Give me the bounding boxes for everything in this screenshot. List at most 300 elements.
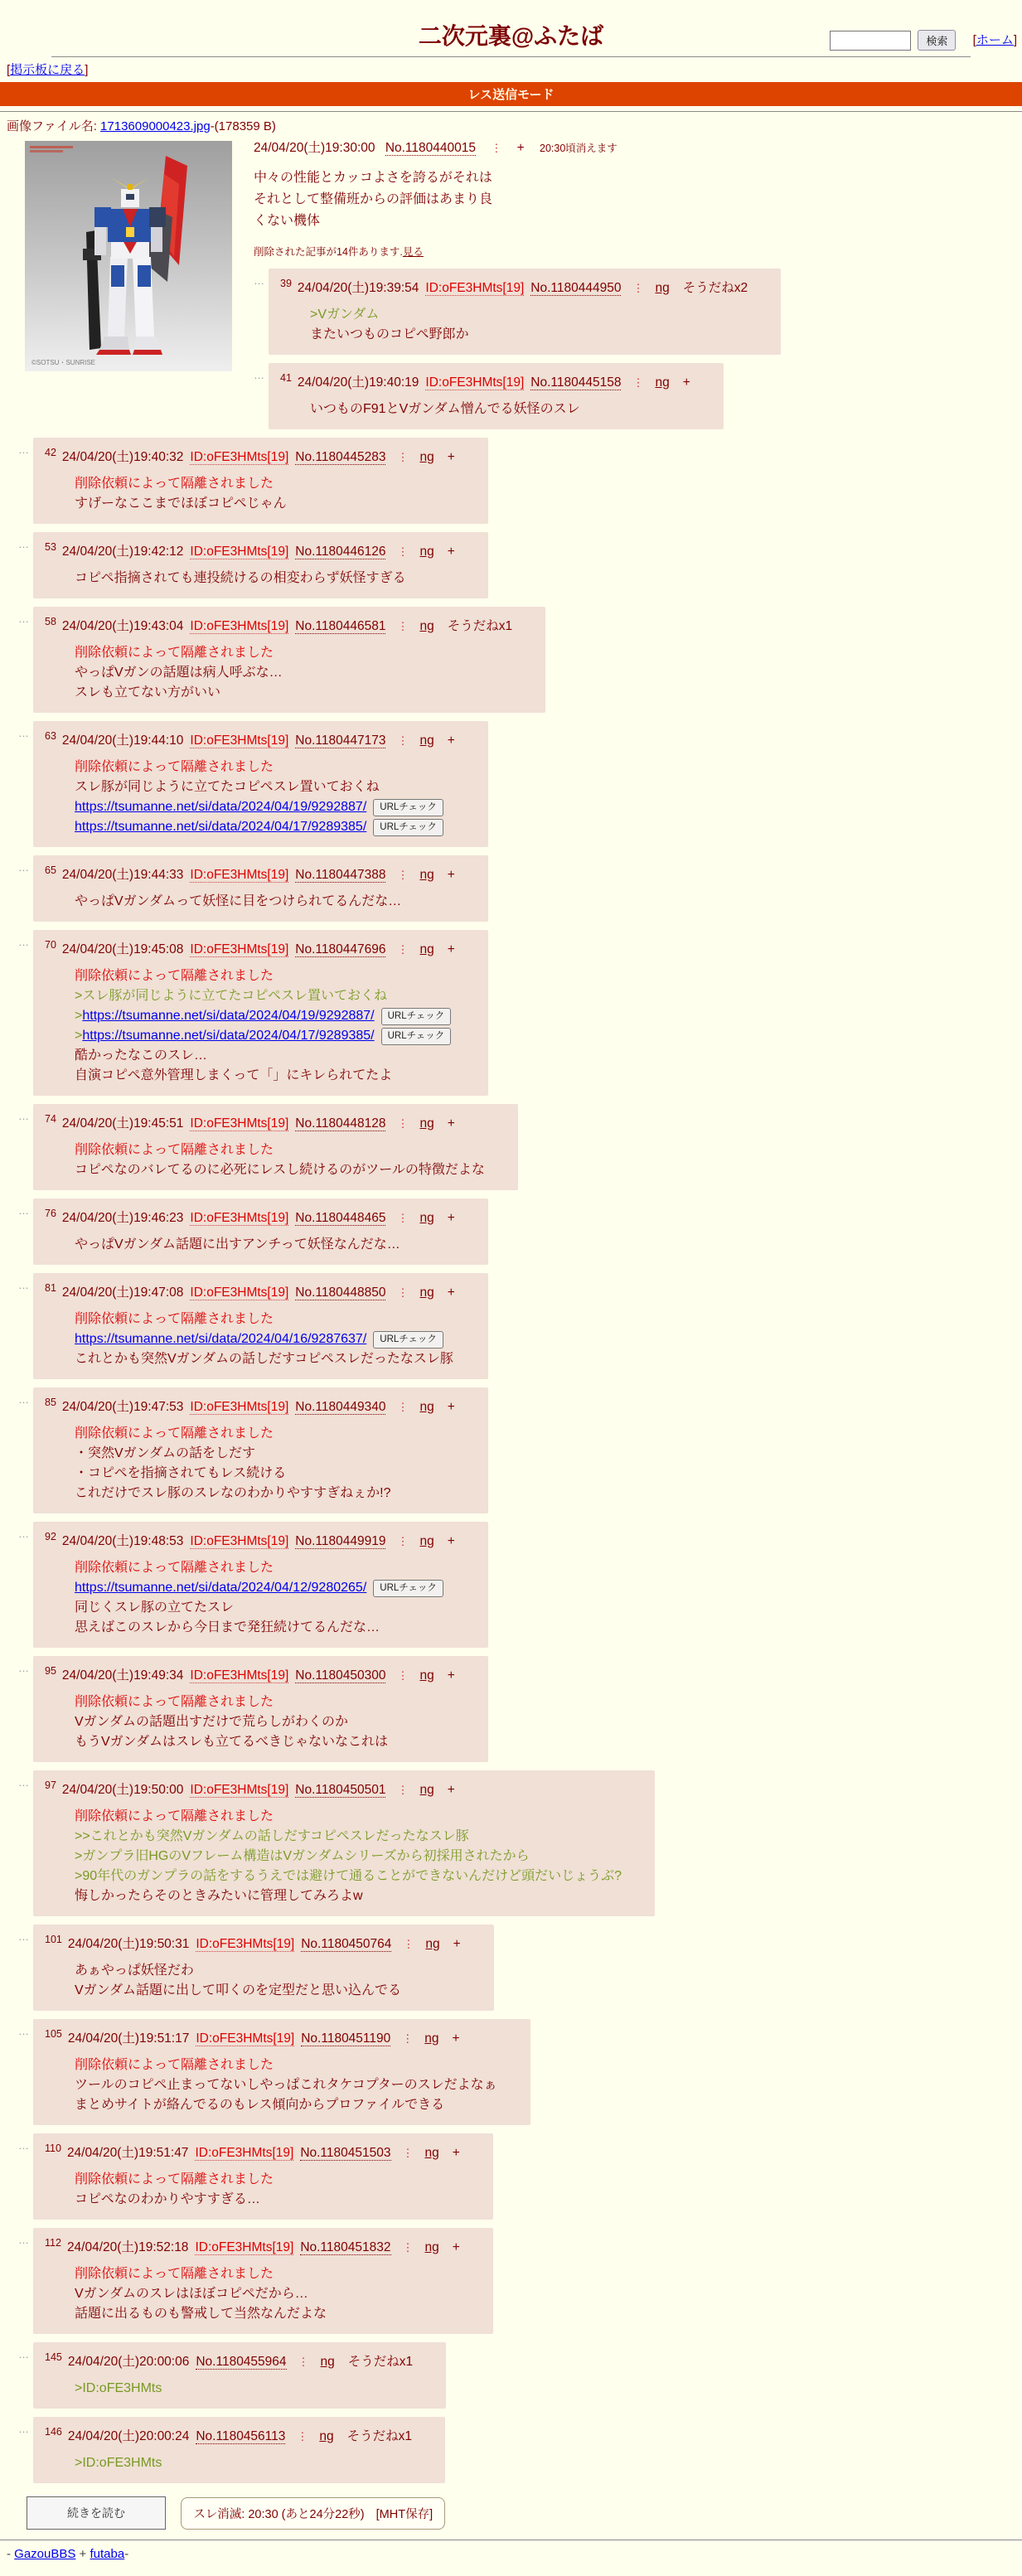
- kebab-menu-icon[interactable]: ⋮: [397, 451, 409, 463]
- reply-number: 74: [45, 1113, 56, 1125]
- reply-post: [33, 2417, 445, 2483]
- reply-number: 63: [45, 730, 56, 742]
- kebab-menu-icon[interactable]: ⋮: [632, 282, 644, 294]
- kebab-menu-icon[interactable]: ⋮: [397, 943, 409, 956]
- reply-menu-ellipsis[interactable]: …: [18, 1110, 29, 1122]
- reply-line: ツールのコピペ止まってないしやっぱこれタケコプターのスレだよなぁ: [75, 2078, 497, 2092]
- bracket: [: [7, 63, 11, 77]
- kebab-menu-icon[interactable]: ⋮: [632, 376, 644, 389]
- reply-line: Vガンダム話題に出して叩くのを定型だと思い込んでる: [75, 1983, 402, 1997]
- ng-link[interactable]: ng: [419, 450, 434, 464]
- reply-no-link[interactable]: No.1180446581: [295, 619, 386, 633]
- reply-line: 削除依頼によって隔離されました: [75, 969, 274, 983]
- reply-line: [75, 1578, 455, 1598]
- reply-date: 24/04/20(土)19:43:04: [61, 619, 184, 633]
- reply-line: Vガンダムの話題出すだけで荒らしがわくのか: [75, 1715, 349, 1729]
- reply-date: 24/04/20(土)19:42:12: [61, 545, 184, 559]
- ng-link[interactable]: ng: [424, 2031, 439, 2046]
- sodane-button[interactable]: +: [447, 1400, 455, 1414]
- reply-body: [75, 2379, 413, 2399]
- sodane-button[interactable]: そうだねx1: [347, 2355, 414, 2369]
- reply-menu-ellipsis[interactable]: …: [18, 443, 29, 456]
- reply-id[interactable]: ID:oFE3HMts[19]: [190, 1211, 289, 1225]
- reply-id[interactable]: ID:oFE3HMts[19]: [190, 545, 289, 559]
- reply-no-link[interactable]: No.1180450764: [301, 1937, 392, 1951]
- sodane-button[interactable]: そうだねx2: [682, 281, 748, 295]
- reply-number: 41: [280, 372, 292, 384]
- reply-id[interactable]: ID:oFE3HMts[19]: [190, 734, 289, 748]
- external-link[interactable]: https://tsumanne.net/si/data/2024/04/17/9289385/: [82, 1029, 375, 1043]
- ng-link[interactable]: ng: [425, 1937, 440, 1951]
- reply-line: 削除依頼によって隔離されました: [75, 2172, 274, 2186]
- reply-menu-ellipsis[interactable]: …: [18, 1776, 29, 1789]
- ng-link[interactable]: ng: [419, 1783, 434, 1797]
- sodane-button[interactable]: +: [452, 2031, 460, 2046]
- kebab-menu-icon[interactable]: ⋮: [491, 142, 502, 154]
- ng-link[interactable]: ng: [419, 619, 434, 633]
- sodane-button[interactable]: +: [447, 1668, 455, 1683]
- reply-no-link[interactable]: No.1180456113: [196, 2429, 286, 2443]
- file-info: [7, 117, 1022, 134]
- reply-header: [45, 1930, 461, 1954]
- reply-row: [18, 1198, 1022, 1265]
- reply-post: [33, 607, 545, 713]
- futaba-link[interactable]: futaba: [90, 2547, 125, 2561]
- ng-link[interactable]: ng: [419, 1116, 434, 1131]
- reply-body: [75, 1961, 461, 2001]
- reply-post: [33, 930, 488, 1096]
- reply-line: やっぱVガンダム話題に出すアンチって妖怪なんだな…: [75, 1237, 400, 1252]
- reply-id[interactable]: ID:oFE3HMts[19]: [190, 1286, 289, 1300]
- reply-row: [18, 438, 1022, 524]
- external-link[interactable]: https://tsumanne.net/si/data/2024/04/16/9287637/: [75, 1332, 367, 1346]
- reply-row: [18, 1770, 1022, 1916]
- kebab-menu-icon[interactable]: ⋮: [402, 2032, 414, 2045]
- sodane-button[interactable]: そうだねx1: [346, 2429, 413, 2443]
- ng-link[interactable]: ng: [419, 1286, 434, 1300]
- page-title: 二次元裏@ふたば: [418, 23, 604, 49]
- reply-no-link[interactable]: No.1180448128: [295, 1116, 386, 1131]
- reply-menu-ellipsis[interactable]: …: [18, 2025, 29, 2037]
- reply-id[interactable]: ID:oFE3HMts[19]: [196, 1937, 295, 1951]
- reply-no-link[interactable]: No.1180451832: [300, 2240, 391, 2254]
- op-text: 中々の性能とカッコよさを誇るがそれはそれとして整備班からの評価はあまり良くない機体: [254, 171, 493, 228]
- reply-header: [45, 2347, 413, 2372]
- mht-save-link[interactable]: [MHT保存]: [375, 2507, 434, 2521]
- reply-menu-ellipsis[interactable]: …: [18, 727, 29, 739]
- kebab-menu-icon[interactable]: ⋮: [397, 734, 409, 747]
- reply-line: 話題に出るものも警戒して当然なんだよな: [75, 2307, 327, 2321]
- reply-date: 24/04/20(土)19:40:32: [61, 450, 184, 464]
- sodane-button[interactable]: +: [447, 1116, 455, 1131]
- sodane-button[interactable]: +: [452, 2146, 460, 2160]
- reply-number: 95: [45, 1665, 56, 1677]
- reply-line: これとかも突然Vガンダムの話しだすコピペスレだったなスレ豚: [75, 1352, 453, 1366]
- reply-line: 思えばこのスレから今日まで発狂続けてるんだな…: [75, 1620, 380, 1634]
- reply-menu-ellipsis[interactable]: …: [18, 1528, 29, 1540]
- sodane-button[interactable]: +: [452, 2240, 460, 2254]
- op-no-link[interactable]: No.1180440015: [385, 141, 476, 155]
- reply-line: [75, 817, 455, 837]
- reply-body: [310, 399, 690, 419]
- reply-row: [18, 1387, 1022, 1513]
- kebab-menu-icon[interactable]: ⋮: [397, 1117, 409, 1130]
- reply-id[interactable]: ID:oFE3HMts[19]: [195, 2146, 294, 2160]
- reply-number: 105: [45, 2028, 62, 2040]
- reply-number: 145: [45, 2351, 62, 2363]
- reply-date: 24/04/20(土)19:52:18: [66, 2240, 189, 2254]
- reply-id[interactable]: ID:oFE3HMts[19]: [190, 868, 289, 882]
- reply-row: [18, 2228, 1022, 2334]
- ng-link[interactable]: ng: [419, 545, 434, 559]
- reply-id[interactable]: ID:oFE3HMts[19]: [190, 1783, 289, 1797]
- thread-expire-note: 20:30頃消えます: [540, 143, 618, 154]
- reply-no-link[interactable]: No.1180445283: [295, 450, 386, 464]
- reply-id[interactable]: ID:oFE3HMts[19]: [195, 2240, 294, 2254]
- reply-row: [18, 855, 1022, 922]
- sodane-button[interactable]: +: [447, 545, 455, 559]
- reply-header: [45, 443, 455, 467]
- reply-number: 42: [45, 447, 56, 458]
- thread-expire-box: [181, 2497, 445, 2530]
- reply-no-link[interactable]: No.1180447388: [295, 868, 386, 882]
- reply-row: [18, 607, 1022, 713]
- reply-menu-ellipsis[interactable]: …: [18, 936, 29, 948]
- kebab-menu-icon[interactable]: ⋮: [403, 1938, 414, 1950]
- reply-header: [45, 1661, 455, 1686]
- kebab-menu-icon[interactable]: ⋮: [397, 1535, 409, 1547]
- reply-line: >ID:oFE3HMts: [75, 2381, 162, 2395]
- reply-no-link[interactable]: No.1180445158: [530, 375, 622, 390]
- reply-line: 削除依頼によって隔離されました: [75, 1143, 274, 1157]
- kebab-menu-icon[interactable]: ⋮: [397, 620, 409, 632]
- reply-menu-ellipsis[interactable]: …: [254, 369, 264, 381]
- reply-header: [45, 1203, 455, 1228]
- thread-image-thumbnail[interactable]: [25, 141, 232, 371]
- reply-post: [33, 2342, 446, 2409]
- url-check-button[interactable]: URLチェック: [373, 1580, 443, 1597]
- reply-no-link[interactable]: No.1180455964: [196, 2355, 287, 2369]
- kebab-menu-icon[interactable]: ⋮: [402, 2241, 414, 2254]
- reply-body: [75, 2170, 460, 2210]
- reply-no-link[interactable]: No.1180450300: [295, 1668, 386, 1683]
- home-link[interactable]: ホーム: [976, 32, 1014, 47]
- reply-no-link[interactable]: No.1180448850: [295, 1286, 386, 1300]
- external-link[interactable]: https://tsumanne.net/si/data/2024/04/17/9289385/: [75, 820, 367, 834]
- credits-text: -: [7, 2547, 15, 2561]
- reply-date: 24/04/20(土)19:50:00: [61, 1783, 184, 1797]
- reply-id[interactable]: ID:oFE3HMts[19]: [190, 619, 289, 633]
- ng-link[interactable]: ng: [419, 1534, 434, 1548]
- kebab-menu-icon[interactable]: ⋮: [402, 2147, 414, 2159]
- reply-line: >90年代のガンプラの話をするうえでは避けて通ることができないんだけど頭だいじょうぶ?: [75, 1869, 622, 1883]
- reply-line: コピペなのバレてるのに必死にレスし続けるのがツールの特徴だよな: [75, 1163, 485, 1177]
- reply-line: 削除依頼によって隔離されました: [75, 1809, 274, 1823]
- url-check-button[interactable]: URLチェック: [373, 799, 443, 816]
- search-area: [830, 30, 1017, 51]
- thread-footer: [7, 2491, 1022, 2530]
- reply-id[interactable]: ID:oFE3HMts[19]: [190, 1534, 289, 1548]
- reply-post: [33, 721, 488, 847]
- reply-post: [33, 855, 488, 922]
- reply-post: [33, 1387, 488, 1513]
- reply-post: [33, 1104, 518, 1190]
- reply-mode-banner: レス送信モード: [0, 82, 1022, 106]
- reply-post: [33, 532, 488, 598]
- ng-link[interactable]: ng: [424, 2146, 439, 2160]
- header-divider: [51, 56, 971, 57]
- reply-line: まとめサイトが絡んでるのもレス傾向からプロファイルできる: [75, 2098, 445, 2112]
- reply-line: 削除依頼によって隔離されました: [75, 646, 274, 660]
- reply-no-link[interactable]: No.1180447696: [295, 942, 386, 956]
- reply-body: [75, 1558, 455, 1638]
- reply-header: [45, 537, 455, 562]
- reply-no-link[interactable]: No.1180447173: [295, 734, 386, 748]
- reply-line: またいつものコピペ野郎か: [310, 327, 469, 341]
- ng-link[interactable]: ng: [419, 1211, 434, 1225]
- reply-menu-ellipsis[interactable]: …: [18, 1204, 29, 1217]
- deleted-posts-count: 削除された記事が14件あります.: [254, 246, 403, 258]
- file-name-link[interactable]: 1713609000423.jpg: [100, 119, 211, 133]
- reply-post: [269, 363, 724, 429]
- reply-line: 自演コピペ意外管理しまくって「」にキレられてたよ: [75, 1068, 393, 1082]
- reply-row: [18, 2133, 1022, 2220]
- reply-menu-ellipsis[interactable]: …: [18, 1279, 29, 1291]
- reply-header: [45, 1278, 455, 1303]
- reply-header: [280, 368, 690, 393]
- reply-menu-ellipsis[interactable]: …: [18, 861, 29, 874]
- bracket: ]: [85, 63, 89, 77]
- ng-link[interactable]: ng: [419, 734, 434, 748]
- sodane-button[interactable]: +: [447, 734, 455, 748]
- reply-id[interactable]: ID:oFE3HMts[19]: [425, 375, 525, 390]
- reply-row: [18, 2417, 1022, 2483]
- reply-id[interactable]: ID:oFE3HMts[19]: [190, 1668, 289, 1683]
- reply-number: 81: [45, 1282, 56, 1294]
- reply-date: 24/04/20(土)19:48:53: [61, 1534, 184, 1548]
- reply-header: [280, 274, 748, 298]
- reply-row: [18, 1656, 1022, 1762]
- reply-body: [75, 1310, 455, 1369]
- external-link[interactable]: https://tsumanne.net/si/data/2024/04/19/9292887/: [75, 800, 367, 814]
- search-input[interactable]: [830, 31, 911, 51]
- reply-date: 24/04/20(土)19:39:54: [297, 281, 419, 295]
- back-to-board: [7, 61, 1022, 78]
- reply-row: [18, 1925, 1022, 2011]
- reply-menu-ellipsis[interactable]: …: [18, 1930, 29, 1943]
- reply-id[interactable]: ID:oFE3HMts[19]: [190, 450, 289, 464]
- reply-list: [7, 269, 1022, 2483]
- reply-header: [45, 1392, 455, 1417]
- ng-link[interactable]: ng: [424, 2240, 439, 2254]
- reply-post: [33, 1656, 488, 1762]
- external-link[interactable]: https://tsumanne.net/si/data/2024/04/19/9292887/: [82, 1009, 375, 1023]
- search-button[interactable]: 検索: [918, 30, 956, 51]
- reply-menu-ellipsis[interactable]: …: [18, 1662, 29, 1674]
- expire-countdown: スレ消滅: 20:30 (あと24分22秒): [193, 2507, 365, 2521]
- reply-line: やっぱVガンの話題は病人呼ぶな…: [75, 666, 283, 680]
- kebab-menu-icon[interactable]: ⋮: [298, 2356, 309, 2368]
- reply-line: いつものF91とVガンダム憎んでる妖怪のスレ: [310, 402, 580, 416]
- reply-line: コピペなのわかりやすすぎる…: [75, 2192, 260, 2206]
- reply-no-link[interactable]: No.1180449919: [295, 1534, 386, 1548]
- reply-no-link[interactable]: No.1180450501: [295, 1783, 386, 1797]
- reply-post: [33, 1925, 494, 2011]
- reply-no-link[interactable]: No.1180449340: [295, 1400, 386, 1414]
- kebab-menu-icon[interactable]: ⋮: [397, 1784, 409, 1796]
- reply-number: 112: [45, 2237, 61, 2249]
- ng-link[interactable]: ng: [419, 1668, 434, 1683]
- url-check-button[interactable]: URLチェック: [373, 819, 443, 836]
- reply-number: 70: [45, 939, 56, 951]
- back-to-board-link[interactable]: 掲示板に戻る: [10, 63, 85, 77]
- reply-number: 53: [45, 541, 56, 553]
- reply-number: 92: [45, 1531, 56, 1542]
- kebab-menu-icon[interactable]: ⋮: [397, 1401, 409, 1413]
- reply-row: [18, 532, 1022, 598]
- url-check-button[interactable]: URLチェック: [381, 1008, 452, 1025]
- reply-no-link[interactable]: No.1180444950: [530, 281, 622, 295]
- kebab-menu-icon[interactable]: ⋮: [397, 545, 409, 558]
- reply-row: [18, 2342, 1022, 2409]
- reply-line: 削除依頼によって隔離されました: [75, 1312, 274, 1326]
- reply-number: 65: [45, 864, 56, 876]
- reply-id[interactable]: ID:oFE3HMts[19]: [196, 2031, 295, 2046]
- reply-menu-ellipsis[interactable]: …: [18, 538, 29, 550]
- reply-header: [45, 2233, 460, 2258]
- reply-line: [75, 1329, 455, 1349]
- reply-post: [33, 2133, 493, 2220]
- url-check-button[interactable]: URLチェック: [373, 1331, 443, 1349]
- reply-menu-ellipsis[interactable]: …: [254, 274, 264, 287]
- reply-body: [75, 1692, 455, 1752]
- reply-line: もうVガンダムはスレも立てるべきじゃないなこれは: [75, 1735, 389, 1749]
- reply-number: 58: [45, 616, 56, 627]
- reply-id[interactable]: ID:oFE3HMts[19]: [190, 1116, 289, 1131]
- kebab-menu-icon[interactable]: ⋮: [397, 869, 409, 881]
- gazoubbs-link[interactable]: GazouBBS: [14, 2547, 76, 2561]
- reply-number: 76: [45, 1208, 56, 1219]
- reply-row: [18, 721, 1022, 847]
- sodane-button[interactable]: +: [447, 1286, 455, 1300]
- quote-mark: >: [75, 1029, 83, 1043]
- sodane-button[interactable]: +: [447, 450, 455, 464]
- kebab-menu-icon[interactable]: ⋮: [397, 1212, 409, 1224]
- reply-menu-ellipsis[interactable]: …: [18, 2348, 29, 2361]
- url-check-button[interactable]: URLチェック: [381, 1028, 452, 1045]
- credits-text: +: [75, 2547, 90, 2561]
- reply-line: これだけでスレ豚のスレなのわかりやすすぎねぇか!?: [75, 1486, 391, 1500]
- ng-link[interactable]: ng: [655, 375, 670, 390]
- show-deleted-link[interactable]: 見る: [402, 246, 424, 258]
- quote-mark: >: [75, 1009, 83, 1023]
- reply-row: [18, 1104, 1022, 1190]
- page-header: [0, 0, 1022, 50]
- reply-post: [33, 2228, 493, 2334]
- reply-header: [45, 726, 455, 751]
- reply-post: [33, 438, 488, 524]
- sodane-button[interactable]: +: [453, 1937, 461, 1951]
- sodane-button[interactable]: +: [447, 942, 455, 956]
- file-size: -(178359 B): [210, 119, 276, 133]
- reply-menu-ellipsis[interactable]: …: [18, 2139, 29, 2152]
- reply-line: ・コピペを指摘されてもレス続ける: [75, 1466, 287, 1480]
- reply-menu-ellipsis[interactable]: …: [18, 2234, 29, 2246]
- sodane-button[interactable]: そうだねx1: [447, 619, 513, 633]
- reply-line: 削除依頼によって隔離されました: [75, 2267, 274, 2281]
- ng-link[interactable]: ng: [320, 2355, 335, 2369]
- reply-date: 24/04/20(土)19:45:51: [61, 1116, 184, 1131]
- ng-link[interactable]: ng: [419, 868, 434, 882]
- kebab-menu-icon[interactable]: ⋮: [297, 2430, 308, 2443]
- kebab-menu-icon[interactable]: ⋮: [397, 1669, 409, 1682]
- sodane-plus-button[interactable]: +: [516, 141, 525, 155]
- ng-link[interactable]: ng: [655, 281, 670, 295]
- reply-body: [75, 474, 455, 514]
- reply-header: [45, 612, 512, 637]
- read-more-button[interactable]: 続きを読む: [27, 2496, 166, 2530]
- reply-line: [75, 1006, 455, 1026]
- ng-link[interactable]: ng: [319, 2429, 334, 2443]
- reply-menu-ellipsis[interactable]: …: [18, 1393, 29, 1406]
- sodane-button[interactable]: +: [447, 1211, 455, 1225]
- reply-post: [33, 1273, 488, 1379]
- reply-number: 39: [280, 278, 292, 289]
- sodane-button[interactable]: +: [682, 375, 690, 390]
- sodane-button[interactable]: +: [447, 868, 455, 882]
- reply-line: 削除依頼によって隔離されました: [75, 2058, 274, 2072]
- reply-no-link[interactable]: No.1180451190: [301, 2031, 391, 2046]
- reply-id[interactable]: ID:oFE3HMts[19]: [190, 942, 289, 956]
- reply-no-link[interactable]: No.1180448465: [295, 1211, 386, 1225]
- home-link-wrap: [973, 33, 1017, 47]
- external-link[interactable]: https://tsumanne.net/si/data/2024/04/12/9280265/: [75, 1581, 367, 1595]
- reply-header: [45, 2024, 497, 2049]
- ng-link[interactable]: ng: [419, 1400, 434, 1414]
- file-label: 画像ファイル名:: [7, 119, 97, 133]
- credits-text: -: [124, 2547, 129, 2561]
- kebab-menu-icon[interactable]: ⋮: [397, 1286, 409, 1299]
- reply-id[interactable]: ID:oFE3HMts[19]: [425, 281, 525, 295]
- sodane-button[interactable]: +: [447, 1783, 455, 1797]
- reply-date: 24/04/20(土)19:51:47: [66, 2146, 189, 2160]
- reply-row: [18, 930, 1022, 1096]
- reply-body: [75, 966, 455, 1086]
- reply-line: 削除依頼によって隔離されました: [75, 1561, 274, 1575]
- reply-line: 削除依頼によって隔離されました: [75, 1695, 274, 1709]
- reply-line: 削除依頼によって隔離されました: [75, 1426, 274, 1441]
- reply-body: [75, 2055, 497, 2115]
- reply-header: [45, 860, 455, 885]
- reply-body: [75, 758, 455, 837]
- reply-body: [310, 305, 748, 345]
- reply-menu-ellipsis[interactable]: …: [18, 613, 29, 625]
- reply-body: [75, 1235, 455, 1255]
- reply-menu-ellipsis[interactable]: …: [18, 2423, 29, 2435]
- reply-header: [45, 1775, 622, 1800]
- reply-date: 24/04/20(土)19:47:08: [61, 1286, 184, 1300]
- reply-no-link[interactable]: No.1180451503: [300, 2146, 391, 2160]
- reply-date: 24/04/20(土)19:49:34: [61, 1668, 184, 1683]
- reply-date: 24/04/20(土)19:51:17: [67, 2031, 190, 2046]
- ng-link[interactable]: ng: [419, 942, 434, 956]
- reply-id[interactable]: ID:oFE3HMts[19]: [190, 1400, 289, 1414]
- reply-no-link[interactable]: No.1180446126: [295, 545, 386, 559]
- reply-row: [18, 363, 1022, 429]
- reply-line: >スレ豚が同じように立てたコピペスレ置いておくね: [75, 989, 388, 1003]
- reply-line: 削除依頼によって隔離されました: [75, 477, 274, 491]
- sodane-button[interactable]: +: [447, 1534, 455, 1548]
